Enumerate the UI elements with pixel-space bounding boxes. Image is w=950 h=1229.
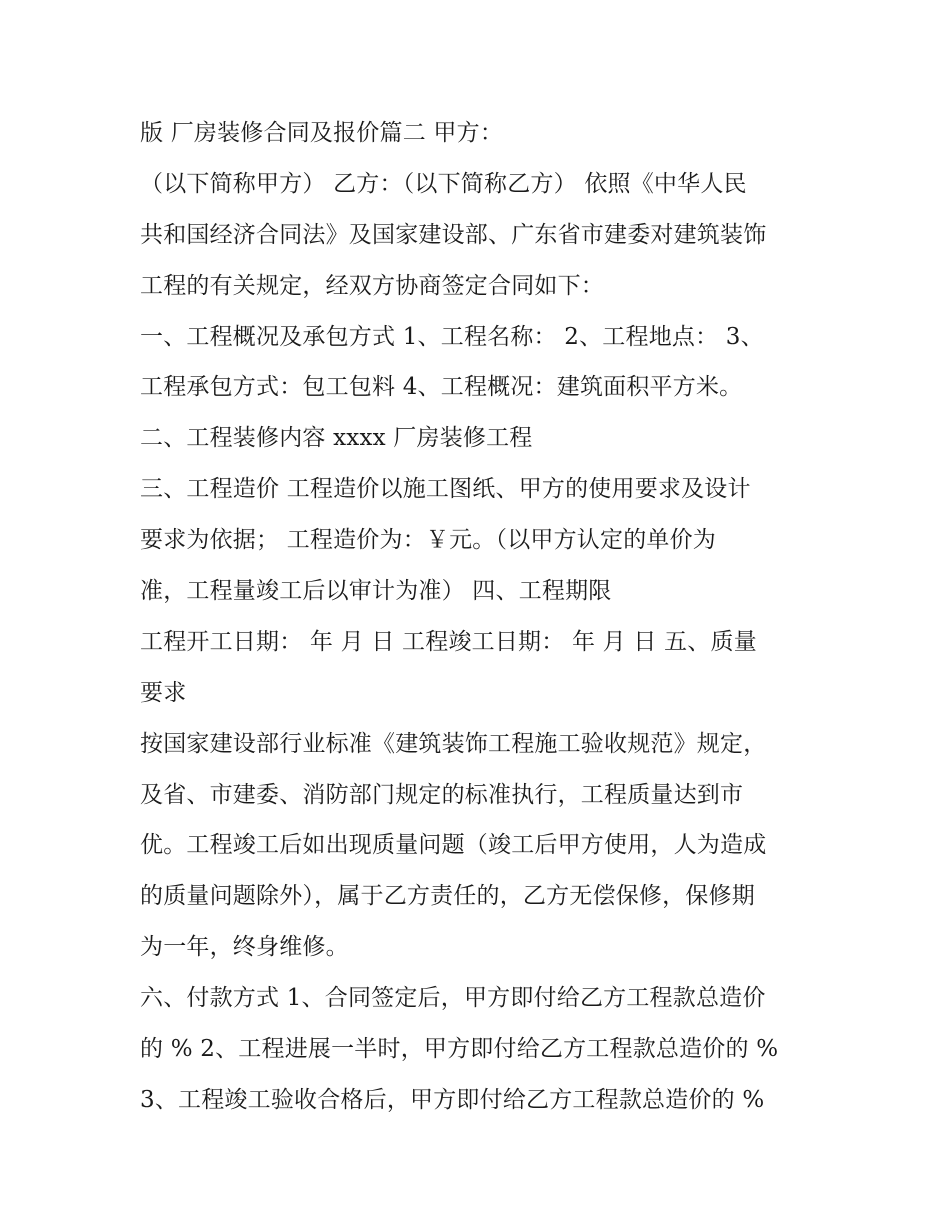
text-line: 3、工程竣工验收合格后，甲方即付给乙方工程款总造价的 % — [140, 1086, 765, 1113]
document-body — [140, 108, 820, 1126]
text-line: 一、工程概况及承包方式 1、工程名称： 2、工程地点： 3、 — [140, 323, 764, 350]
text-line: 要求 — [140, 679, 187, 706]
text-line: 工程承包方式：包工包料 4、工程概况：建筑面积平方米。 — [140, 374, 743, 401]
text-line: （以下简称甲方） 乙方：（以下简称乙方） 依照《中华人民 — [140, 170, 747, 197]
text-line: 按国家建设部行业标准《建筑装饰工程施工验收规范》规定， — [140, 730, 767, 757]
text-line: 的质量问题除外），属于乙方责任的，乙方无偿保修，保修期 — [140, 883, 755, 910]
text-line: 六、付款方式 1、合同签定后，甲方即付给乙方工程款总造价 — [140, 985, 766, 1012]
text-line: 工程开工日期： 年 月 日 工程竣工日期： 年 月 日 五、质量 — [140, 628, 757, 655]
text-line: 准，工程量竣工后以审计为准） 四、工程期限 — [140, 578, 612, 605]
text-line: 要求为依据； 工程造价为：￥元。（以甲方认定的单价为 — [140, 527, 717, 554]
text-line: 三、工程造价 工程造价以施工图纸、甲方的使用要求及设计 — [140, 476, 751, 503]
text-line: 版 厂房装修合同及报价篇二 甲方： — [140, 120, 504, 146]
text-line: 优。工程竣工后如出现质量问题（竣工后甲方使用，人为造成 — [140, 832, 767, 859]
text-line: 二、工程装修内容 xxxx 厂房装修工程 — [140, 425, 533, 452]
text-line: 的 % 2、工程进展一半时，甲方即付给乙方工程款总造价的 % — [140, 1036, 779, 1063]
text-line: 为一年，终身维修。 — [140, 934, 349, 961]
text-line: 及省、市建委、消防部门规定的标准执行，工程质量达到市 — [140, 781, 744, 808]
text-line: 共和国经济合同法》及国家建设部、广东省市建委对建筑装饰 — [140, 221, 767, 248]
text-line: 工程的有关规定，经双方协商签定合同如下： — [140, 272, 604, 299]
